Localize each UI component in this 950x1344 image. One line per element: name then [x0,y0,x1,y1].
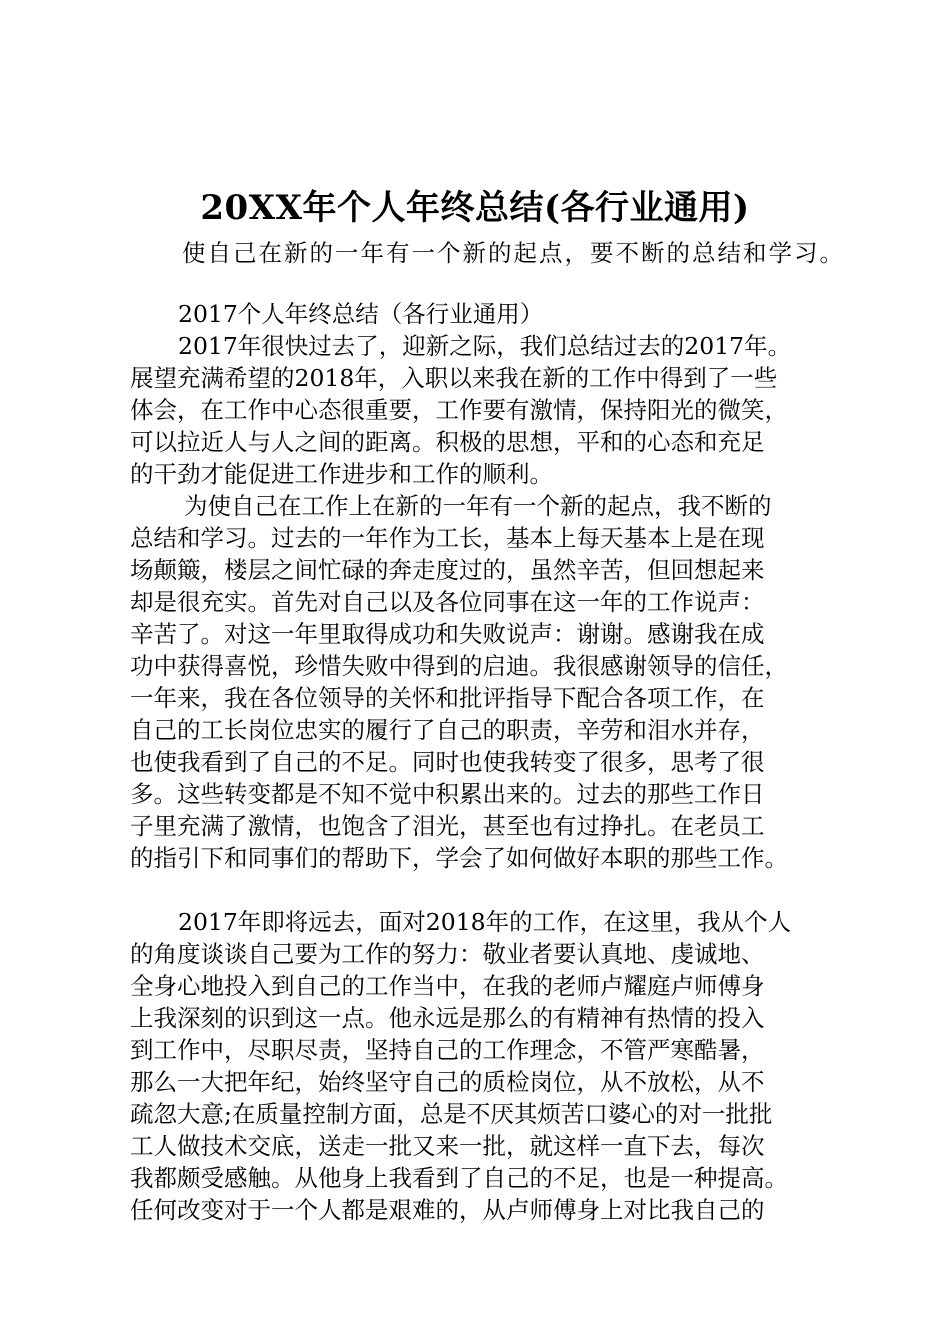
document-subtitle: 使自己在新的一年有一个新的起点，要不断的总结和学习。 [182,239,845,267]
paragraph-line: 子里充满了激情，也饱含了泪光，甚至也有过挣扎。在老员工 [130,812,765,840]
paragraph-line: 我都颇受感触。从他身上我看到了自己的不足，也是一种提高。 [130,1164,788,1192]
paragraph-line: 场颠簸，楼层之间忙碌的奔走度过的，虽然辛苦，但回想起来 [130,556,765,584]
paragraph-line: 也使我看到了自己的不足。同时也使我转变了很多，思考了很 [130,748,765,776]
paragraph-line: 任何改变对于一个人都是艰难的，从卢师傅身上对比我自己的 [130,1196,765,1224]
paragraph-line: 体会，在工作中心态很重要，工作要有激情，保持阳光的微笑， [130,396,788,424]
paragraph-line: 的角度谈谈自己要为工作的努力：敬业者要认真地、虔诚地、 [130,940,765,968]
paragraph-line: 多。这些转变都是不知不觉中积累出来的。过去的那些工作日 [130,780,765,808]
paragraph-line: 工人做技术交底，送走一批又来一批，就这样一直下去，每次 [130,1132,765,1160]
paragraph-line: 2017年即将远去，面对2018年的工作，在这里，我从个人 [178,908,792,936]
paragraph-line: 到工作中，尽职尽责，坚持自己的工作理念，不管严寒酷暑， [130,1036,765,1064]
document-title: 20XX年个人年终总结(各行业通用) [200,188,750,228]
paragraph-line: 总结和学习。过去的一年作为工长，基本上每天基本上是在现 [130,524,765,552]
paragraph-line: 全身心地投入到自己的工作当中，在我的老师卢耀庭卢师傅身 [130,972,765,1000]
paragraph-line: 的干劲才能促进工作进步和工作的顺利。 [130,460,553,488]
paragraph-line: 展望充满希望的2018年，入职以来我在新的工作中得到了一些 [130,364,778,392]
paragraph-line: 上我深刻的识到这一点。他永远是那么的有精神有热情的投入 [130,1004,765,1032]
paragraph-line: 可以拉近人与人之间的距离。积极的思想，平和的心态和充足 [130,428,765,456]
paragraph-line: 的指引下和同事们的帮助下，学会了如何做好本职的那些工作。 [130,844,788,872]
paragraph-line: 却是很充实。首先对自己以及各位同事在这一年的工作说声： [130,588,765,616]
paragraph-line: 那么一大把年纪，始终坚守自己的质检岗位，从不放松，从不 [130,1068,765,1096]
paragraph-line: 疏忽大意;在质量控制方面，总是不厌其烦苦口婆心的对一批批 [130,1100,773,1128]
paragraph-line: 功中获得喜悦，珍惜失败中得到的启迪。我很感谢领导的信任， [130,652,788,680]
paragraph-line: 自己的工长岗位忠实的履行了自己的职责，辛劳和泪水并存， [130,716,765,744]
section-heading: 2017个人年终总结（各行业通用） [178,300,544,328]
paragraph-line: 辛苦了。对这一年里取得成功和失败说声：谢谢。感谢我在成 [130,620,765,648]
paragraph-line: 为使自己在工作上在新的一年有一个新的起点，我不断的 [184,492,772,520]
paragraph-line: 2017年很快过去了，迎新之际，我们总结过去的2017年。 [178,332,792,360]
paragraph-line: 一年来，我在各位领导的关怀和批评指导下配合各项工作，在 [130,684,765,712]
